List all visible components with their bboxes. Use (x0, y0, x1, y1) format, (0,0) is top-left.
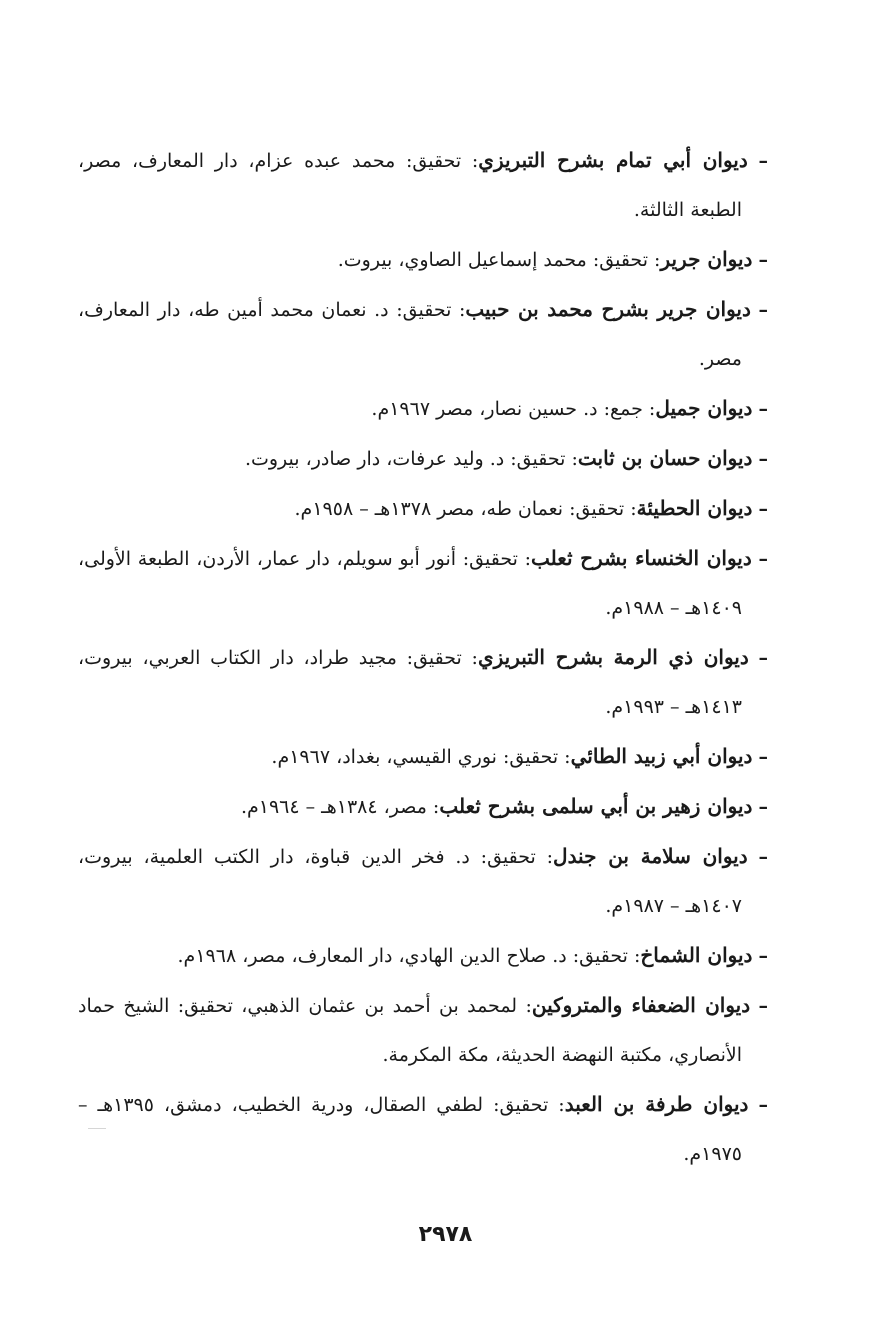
bibliography-entry (78, 832, 768, 931)
bibliography-entry (78, 136, 768, 235)
entry-details: : تحقيق: نوري القيسي، بغداد، ١٩٦٧م. (271, 746, 571, 768)
entry-dash: – (758, 995, 768, 1017)
entry-dash: – (758, 548, 769, 570)
bibliography-list (78, 136, 768, 1179)
entry-details: : لمحمد بن أحمد بن عثمان الذهبي، تحقيق: الشيخ حماد الأنصاري، مكتبة النهضة الحديثة، مكة المكرمة. (78, 995, 742, 1066)
entry-dash: – (758, 1094, 768, 1116)
entry-dash: – (758, 846, 768, 868)
entry-dash: – (758, 945, 768, 967)
entry-dash: – (758, 150, 768, 172)
entry-title: ديوان جميل (655, 396, 753, 420)
bibliography-entry (78, 931, 768, 981)
bibliography-entry (78, 235, 768, 285)
entry-title: ديوان أبي زبيد الطائي (570, 744, 753, 768)
entry-dash: – (758, 796, 768, 818)
entry-title: ديوان جرير بشرح محمد بن حبيب (465, 297, 751, 321)
entry-details: : تحقيق: نعمان طه، مصر ١٣٧٨هـ – ١٩٥٨م. (294, 498, 637, 520)
entry-title: ديوان زهير بن أبي سلمى بشرح ثعلب (439, 794, 753, 818)
bibliography-entry (78, 384, 768, 434)
bibliography-entry (78, 484, 768, 534)
entry-details: : تحقيق: محمد عبده عزام، دار المعارف، مصر، الطبعة الثالثة. (78, 150, 742, 221)
bibliography-entry (78, 1080, 768, 1179)
page-number: ٢٩٧٨ (418, 1222, 473, 1247)
entry-title: ديوان الضعفاء والمتروكين (531, 993, 751, 1017)
entry-details: : تحقيق: د. وليد عرفات، دار صادر، بيروت. (244, 448, 578, 470)
entry-title: ديوان الشماخ (640, 943, 753, 967)
bibliography-entry (78, 285, 768, 384)
entry-title: ديوان ذي الرمة بشرح التبريزي (477, 645, 749, 669)
entry-dash: – (758, 249, 768, 271)
entry-dash: – (758, 398, 768, 420)
entry-details: : جمع: د. حسين نصار، مصر ١٩٦٧م. (371, 398, 656, 420)
bibliography-entry (78, 434, 768, 484)
entry-title: ديوان الحطيئة (636, 496, 753, 520)
entry-details: : تحقيق: د. فخر الدين قباوة، دار الكتب العلمية، بيروت، ١٤٠٧هـ – ١٩٨٧م. (78, 846, 742, 917)
bibliography-entry (78, 782, 768, 832)
entry-title: ديوان جرير (660, 247, 753, 271)
entry-title: ديوان الخنساء بشرح ثعلب (531, 546, 752, 570)
entry-details: : مصر، ١٣٨٤هـ – ١٩٦٤م. (240, 796, 440, 818)
entry-title: ديوان أبي تمام بشرح التبريزي (478, 148, 748, 172)
bibliography-entry (78, 732, 768, 782)
entry-title: ديوان طرفة بن العبد (564, 1092, 749, 1116)
bibliography-entry (78, 534, 768, 633)
entry-details: : تحقيق: لطفي الصقال، ودرية الخطيب، دمشق، ١٣٩٥هـ – ١٩٧٥م. (78, 1094, 742, 1165)
entry-details: : تحقيق: مجيد طراد، دار الكتاب العربي، بيروت، ١٤١٣هـ – ١٩٩٣م. (78, 647, 742, 718)
entry-dash: – (758, 498, 768, 520)
entry-dash: – (758, 299, 768, 321)
entry-details: : تحقيق: د. صلاح الدين الهادي، دار المعارف، مصر، ١٩٦٨م. (177, 945, 641, 967)
entry-title: ديوان سلامة بن جندل (553, 844, 748, 868)
bibliography-entry (78, 981, 768, 1080)
margin-rule (88, 1128, 106, 1129)
entry-details: : تحقيق: أنور أبو سويلم، دار عمار، الأردن، الطبعة الأولى، ١٤٠٩هـ – ١٩٨٨م. (78, 548, 742, 619)
entry-dash: – (758, 448, 768, 470)
entry-details: : تحقيق: محمد إسماعيل الصاوي، بيروت. (337, 249, 661, 271)
bibliography-entry (78, 633, 768, 732)
entry-title: ديوان حسان بن ثابت (577, 446, 753, 470)
entry-dash: – (758, 647, 768, 669)
entry-details: : تحقيق: د. نعمان محمد أمين طه، دار المعارف، مصر. (78, 299, 742, 370)
entry-dash: – (758, 746, 768, 768)
